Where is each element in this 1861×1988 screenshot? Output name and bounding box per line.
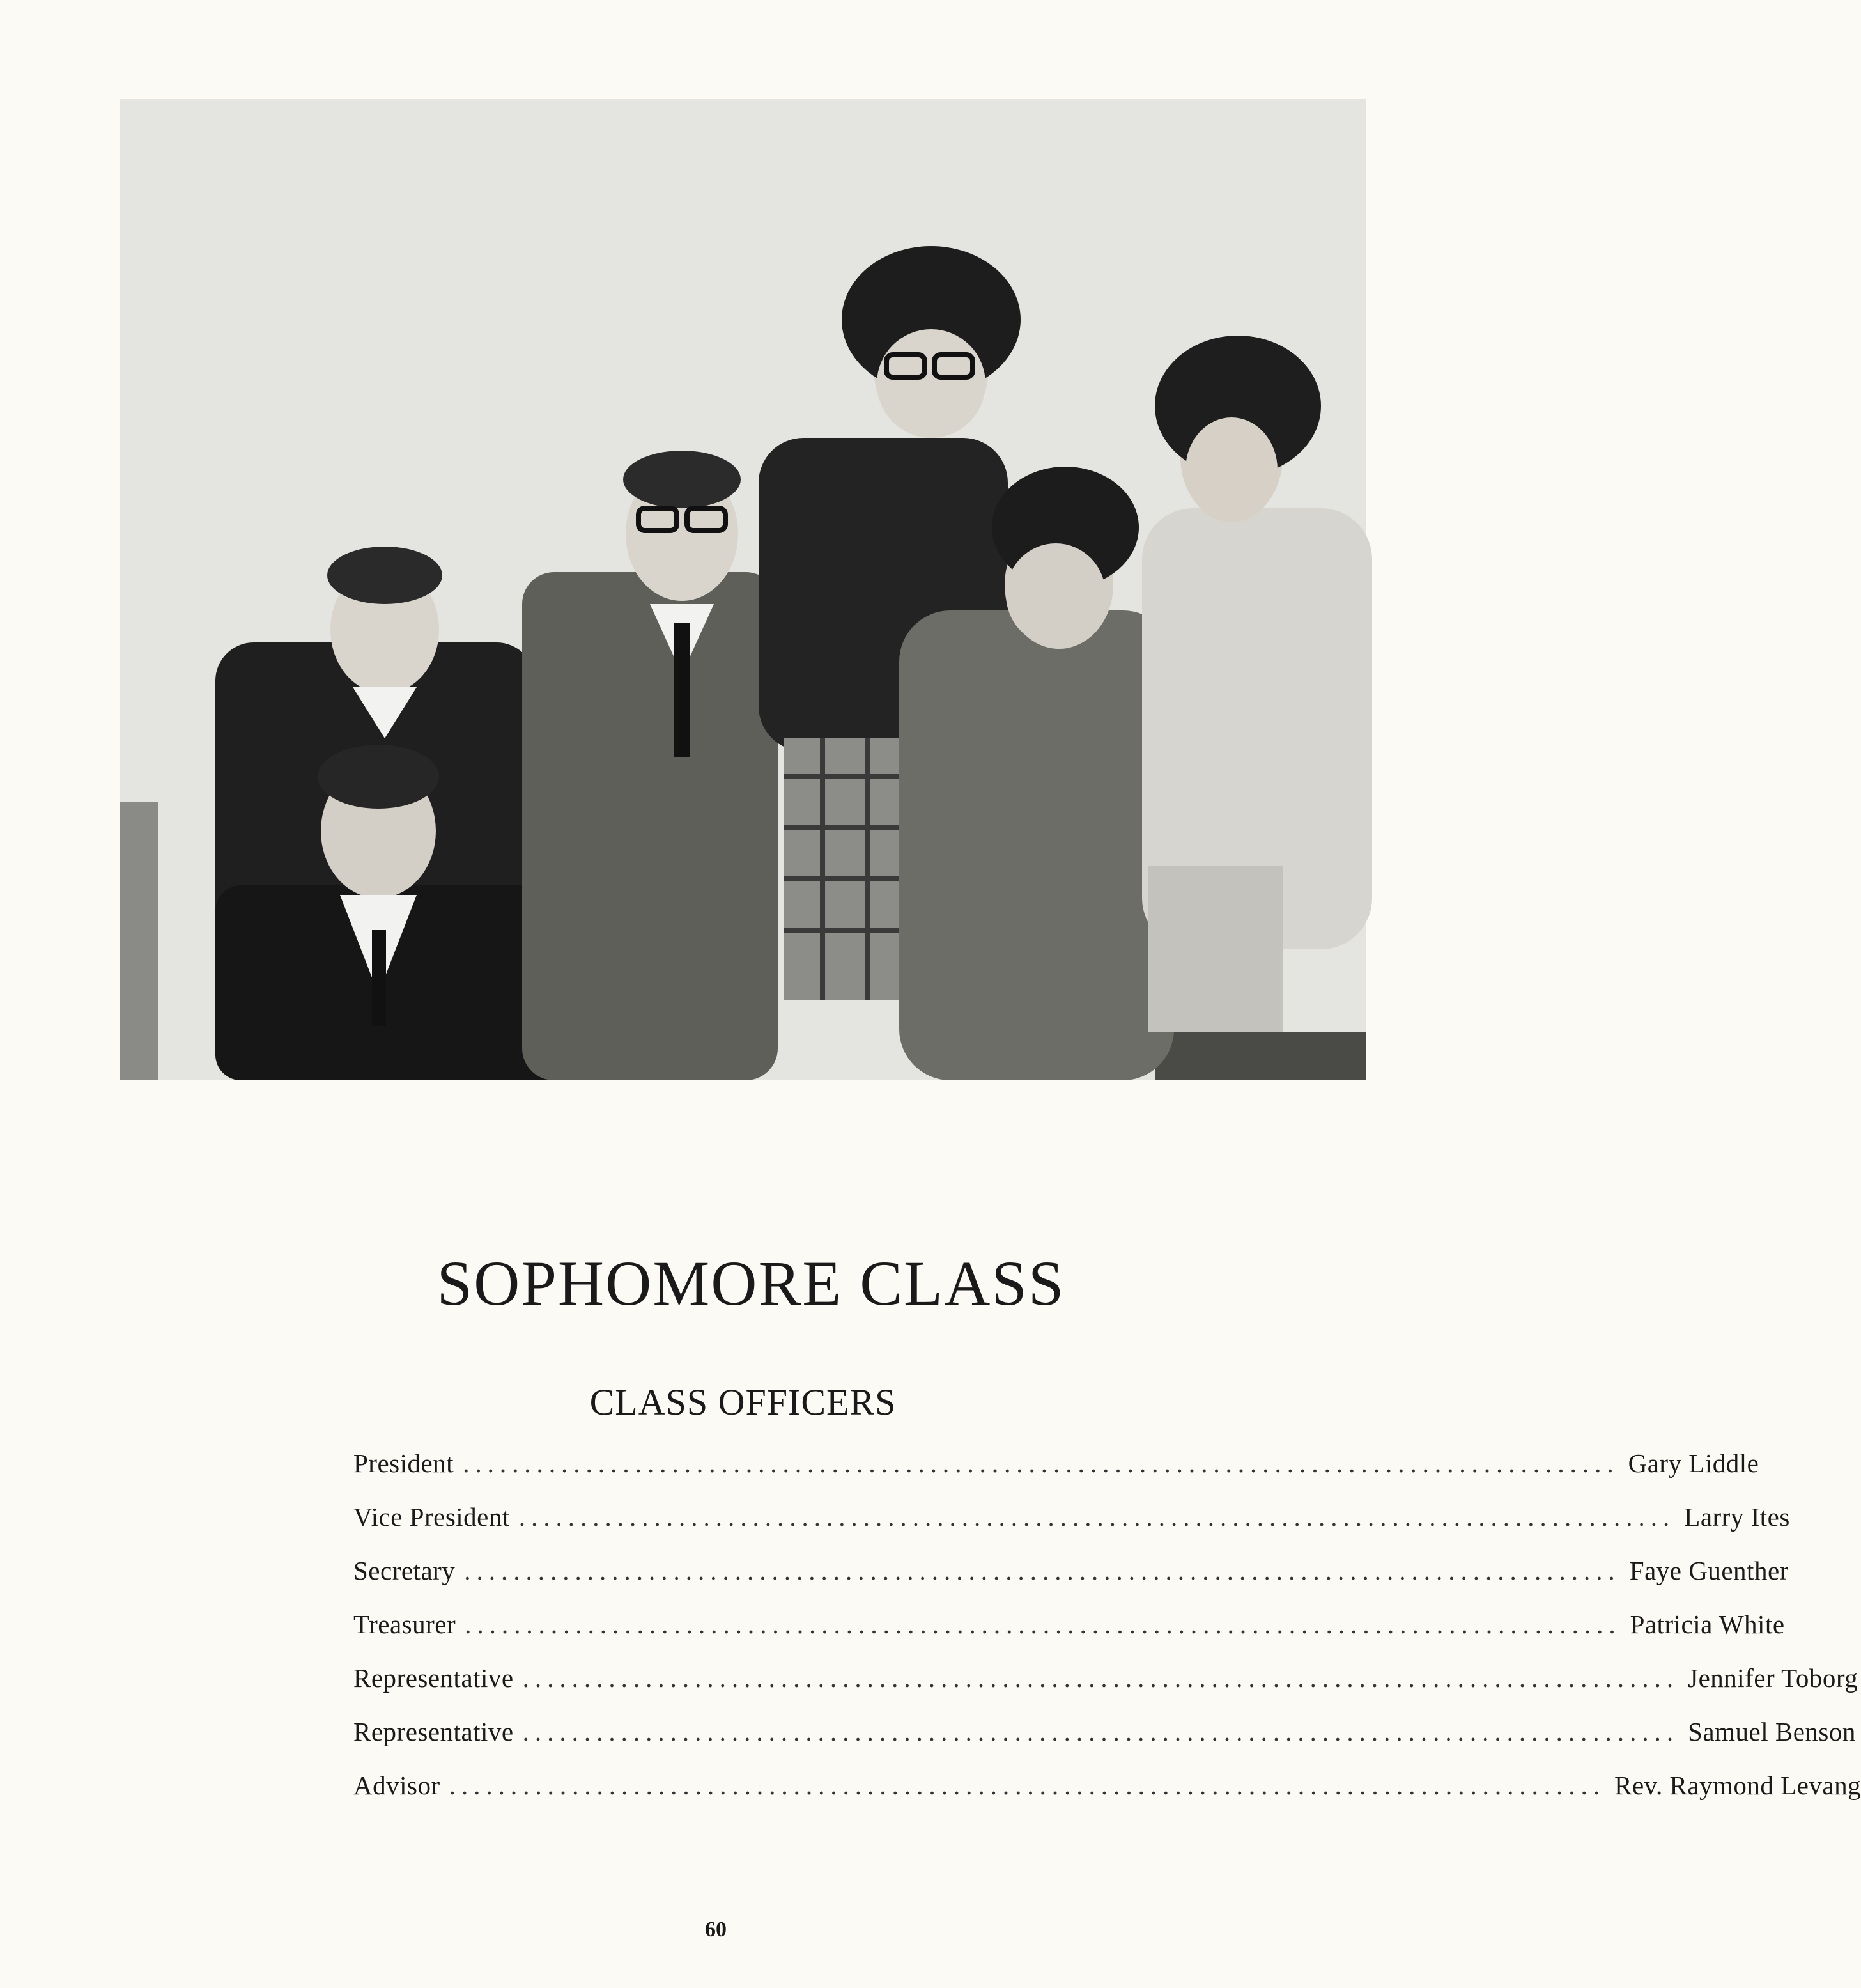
dot-leader: .............................................................................................. <box>518 1502 1676 1532</box>
officer-row <box>353 1716 1856 1770</box>
officer-row <box>353 1770 1861 1824</box>
officer-role: President <box>353 1448 454 1478</box>
officer-name: Larry Ites <box>1684 1502 1790 1532</box>
officer-name: Rev. Raymond Levang <box>1614 1771 1861 1800</box>
officer-name: Faye Guenther <box>1629 1556 1789 1585</box>
officer-role: Treasurer <box>353 1610 456 1639</box>
group-photo <box>120 99 1366 1080</box>
officers-list <box>353 1448 1861 1824</box>
officer-name: Patricia White <box>1630 1610 1785 1639</box>
dot-leader: .............................................................................................. <box>465 1610 1621 1639</box>
officer-role: Representative <box>353 1663 514 1693</box>
page-title: SOPHOMORE CLASS <box>436 1248 1065 1319</box>
officer-row <box>353 1448 1759 1502</box>
page-number: 60 <box>705 1918 727 1941</box>
dot-leader: .............................................................................................. <box>463 1448 1619 1478</box>
officer-row <box>353 1663 1858 1716</box>
group-photo-illustration <box>120 99 1366 1080</box>
officer-row <box>353 1502 1790 1555</box>
officer-role: Representative <box>353 1717 514 1746</box>
officer-row <box>353 1555 1789 1609</box>
officer-name: Jennifer Toborg <box>1688 1663 1858 1693</box>
officer-name: Gary Liddle <box>1628 1448 1759 1478</box>
dot-leader: .............................................................................................. <box>449 1771 1606 1800</box>
officer-row <box>353 1609 1785 1663</box>
officer-role: Advisor <box>353 1771 440 1800</box>
dot-leader: .............................................................................................. <box>464 1556 1621 1585</box>
officer-role: Secretary <box>353 1556 456 1585</box>
officer-name: Samuel Benson <box>1688 1717 1856 1746</box>
officer-role: Vice President <box>353 1502 510 1532</box>
dot-leader: .............................................................................................. <box>522 1663 1680 1693</box>
dot-leader: .............................................................................................. <box>522 1717 1680 1746</box>
section-subtitle: CLASS OFFICERS <box>589 1381 897 1423</box>
